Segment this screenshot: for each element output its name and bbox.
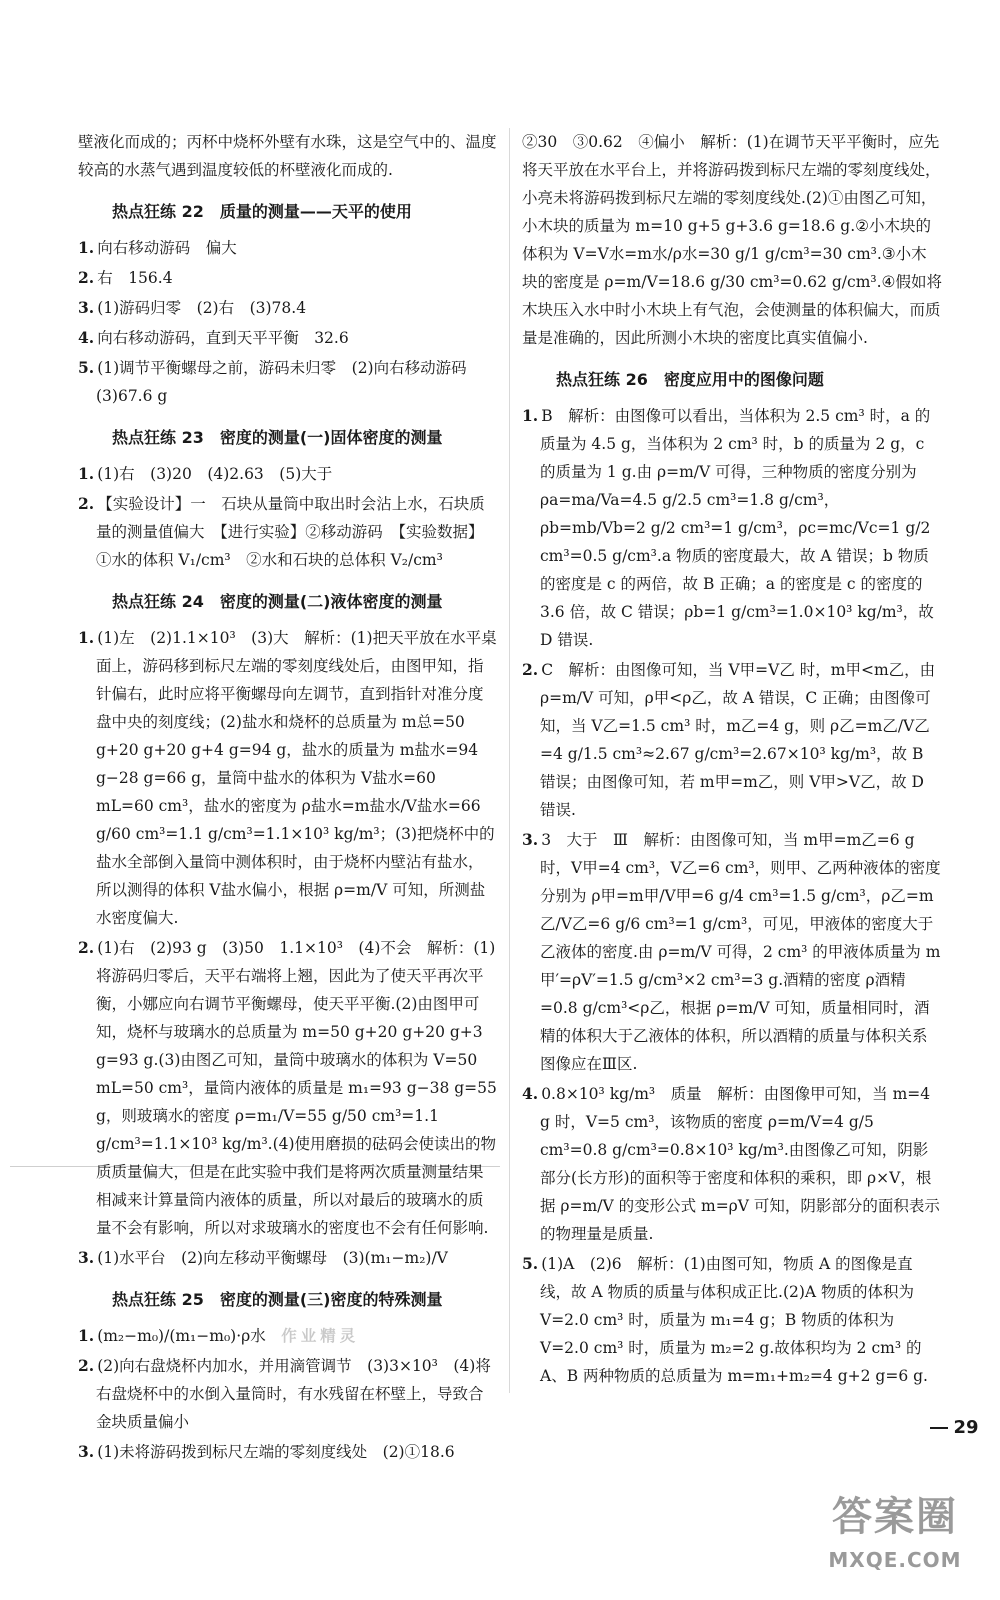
item-number: 4. xyxy=(522,1084,539,1103)
answer-item xyxy=(78,490,498,574)
column-divider xyxy=(509,128,510,1393)
answer-item xyxy=(78,1244,498,1272)
item-text: C 解析：由图像可知，当 V甲=V乙 时，m甲<m乙，由 ρ=m/V 可知，ρ甲<ρ乙，故 A 错误，C 正确；由图像可知，当 V乙=1.5 cm³ 时，m乙=4 g，则 ρ乙=m乙/V乙=4 g/1.5 cm³≈2.67 g/cm³=2.67×10³ kg/m³，故 B 错误；由图像可知，若 m甲=m乙，则 V甲>V乙，故 D 错误. xyxy=(540,661,936,819)
item-text: B 解析：由图像可以看出，当体积为 2.5 cm³ 时，a 的质量为 4.5 g，当体积为 2 cm³ 时，b 的质量为 2 g，c 的质量为 1 g.由 ρ=m/V 可得，三种物质的密度分别为 ρa=ma/Va=4.5 g/2.5 cm³=1.8 g/cm³，ρb=mb/Vb=2 g/2 cm³=1 g/cm³，ρc=mc/Vc=1 g/2 cm³=0.5 g/cm³.a 物质的密度最大，故 A 错误；b 物质的密度是 c 的两倍，故 B 正确；a 的密度是 c 的密度的 3.6 倍，故 C 错误；ρb=1 g/cm³=1.0×10³ kg/m³，故 D 错误. xyxy=(540,407,934,649)
item-text: 0.8×10³ kg/m³ 质量 解析：由图像甲可知，当 m=4 g 时，V=5 cm³，该物质的密度 ρ=m/V=4 g/5 cm³=0.8 g/cm³=0.8×10³ kg/m³.由图像乙可知，阴影部分(长方形)的面积等于密度和体积的乘积，即 ρ×V，根据 ρ=m/V 的变形公式 m=ρV 可知，阴影部分的面积表示的物理量是质量. xyxy=(540,1085,940,1243)
answer-item xyxy=(78,294,498,322)
item-text: 【实验设计】一 石块从量筒中取出时会沾上水，石块质量的测量值偏大 【进行实验】②移动游码 【实验数据】①水的体积 V₁/cm³ ②水和石块的总体积 V₂/cm³ xyxy=(96,495,485,569)
answer-item xyxy=(78,624,498,932)
item-text: 向右移动游码 偏大 xyxy=(97,239,237,257)
answer-item xyxy=(522,1250,942,1390)
item-text: (1)游码归零 (2)右 (3)78.4 xyxy=(97,299,307,317)
answer-item xyxy=(78,324,498,352)
answer-item xyxy=(78,934,498,1242)
answer-item xyxy=(78,234,498,262)
item-number: 1. xyxy=(78,464,95,483)
item-text: (1)未将游码拨到标尺左端的零刻度线处 (2)①18.6 xyxy=(97,1443,455,1461)
right-column xyxy=(522,128,942,1392)
item-text: 向右移动游码，直到天平平衡 32.6 xyxy=(97,329,349,347)
item-text: 3 大于 Ⅲ 解析：由图像可知，当 m甲=m乙=6 g 时，V甲=4 cm³，V乙=6 cm³，则甲、乙两种液体的密度分别为 ρ甲=m甲/V甲=6 g/4 cm³=1.5 g/cm³，ρ乙=m乙/V乙=6 g/6 cm³=1 g/cm³，可见，甲液体的密度大于乙液体的密度.由 ρ=m/V 可得，2 cm³ 的甲液体质量为 m甲′=ρV′=1.5 g/cm³×2 cm³=3 g.酒精的密度 ρ酒精=0.8 g/cm³<ρ乙，根据 ρ=m/V 可知，质量相同时，酒精的体积大于乙液体的体积，所以酒精的质量与体积关系图像应在Ⅲ区. xyxy=(540,831,941,1073)
left-intro-text: 壁液化而成的；丙杯中烧杯外壁有水珠，这是空气中的、温度较高的水蒸气遇到温度较低的杯壁液化而成的. xyxy=(78,133,497,179)
item-text: (2)向右盘烧杯内加水，并用滴管调节 (3)3×10³ (4)将右盘烧杯中的水倒入量筒时，有水残留在杯壁上，导致合金块质量偏小 xyxy=(96,1357,491,1431)
watermark-title: 答案圈 xyxy=(832,1494,958,1540)
item-text: 右 156.4 xyxy=(97,269,173,287)
answer-item xyxy=(78,1352,498,1436)
watermark-url: MXQE.COM xyxy=(828,1548,962,1572)
section-22 xyxy=(78,198,498,410)
answer-item xyxy=(78,264,498,292)
section-25 xyxy=(78,1286,498,1466)
answer-item xyxy=(522,1080,942,1248)
item-text: (1)A (2)6 解析：(1)由图可知，物质 A 的图像是直线，故 A 物质的质量与体积成正比.(2)A 物质的体积为 V=2.0 cm³ 时，质量为 m₁=4 g；B 物质的体积为 V=2.0 cm³ 时，质量为 m₂=2 g.故体积均为 2 cm³ 的 A、B 两种物质的总质量为 m=m₁+m₂=4 g+2 g=6 g. xyxy=(540,1255,928,1385)
item-number: 4. xyxy=(78,328,95,347)
item-number: 3. xyxy=(78,1442,95,1461)
item-number: 3. xyxy=(522,830,539,849)
site-watermark xyxy=(810,1488,980,1588)
answer-item xyxy=(522,656,942,824)
answer-item xyxy=(78,354,498,410)
answer-item xyxy=(78,460,498,488)
item-number: 1. xyxy=(522,406,539,425)
item-number: 2. xyxy=(522,660,539,679)
item-number: 2. xyxy=(78,268,95,287)
section-title: 热点狂练 26 密度应用中的图像问题 xyxy=(556,370,824,389)
item-text: (1)右 (2)93 g (3)50 1.1×10³ (4)不会 解析：(1)将游码归零后，天平右端将上翘，因此为了使天平再次平衡，小娜应向右调节平衡螺母，使天平平衡.(2)由图甲可知，烧杯与玻璃水的总质量为 m=50 g+20 g+20 g+3 g=93 g.(3)由图乙可知，量筒中玻璃水的体积为 V=50 mL=50 cm³，量筒内液体的质量是 m₁=93 g−38 g=55 g，则玻璃水的密度 ρ=m₁/V=55 g/50 cm³=1.1 g/cm³=1.1×10³ kg/m³.(4)使用磨损的砝码会使读出的物质质量偏大，但是在此实验中我们是将两次质量测量结果相减来计算量筒内液体的质量，所以对最后的玻璃水的质量不会有影响，所以对求玻璃水的密度也不会有任何影响. xyxy=(96,939,497,1237)
item-text: (1)右 (3)20 (4)2.63 (5)大于 xyxy=(97,465,333,483)
right-intro-text: ②30 ③0.62 ④偏小 解析：(1)在调节天平平衡时，应先将天平放在水平台上，并将游码拨到标尺左端的零刻度线处，小亮未将游码拨到标尺左端的零刻度线处.(2)①由图乙可知，小木块的质量为 m=10 g+5 g+3.6 g=18.6 g.②小木块的体积为 V=V水=m水/ρ水=30 g/1 g/cm³=30 cm³.③小木块的密度是 ρ=m/V=18.6 g/30 cm³=0.62 g/cm³.④假如将木块压入水中时小木块上有气泡，会使测量的体积偏大，而质量是准确的，因此所测小木块的密度比真实值偏小. xyxy=(522,133,942,347)
item-number: 1. xyxy=(78,628,95,647)
faded-watermark-text: 作业精灵 xyxy=(281,1326,360,1345)
item-text: (1)调节平衡螺母之前，游码未归零 (2)向右移动游码 (3)67.6 g xyxy=(96,359,483,405)
item-number: 2. xyxy=(78,494,95,513)
section-title: 热点狂练 23 密度的测量(一)固体密度的测量 xyxy=(112,428,443,447)
answer-item xyxy=(522,402,942,654)
section-26 xyxy=(522,366,942,1390)
item-text: (1)水平台 (2)向左移动平衡螺母 (3)(m₁−m₂)/V xyxy=(97,1249,448,1267)
section-title: 热点狂练 22 质量的测量——天平的使用 xyxy=(112,202,412,221)
item-text: (1)左 (2)1.1×10³ (3)大 解析：(1)把天平放在水平桌面上，游码移到标尺左端的零刻度线处后，由图甲知，指针偏右，此时应将平衡螺母向左调节，直到指针对准分度盘中央的刻度线；(2)盐水和烧杯的总质量为 m总=50 g+20 g+20 g+4 g=94 g，盐水的质量为 m盐水=94 g−28 g=66 g，量筒中盐水的体积为 V盐水=60 mL=60 cm³，盐水的密度为 ρ盐水=m盐水/V盐水=66 g/60 cm³=1.1 g/cm³=1.1×10³ kg/m³；(3)把烧杯中的盐水全部倒入量筒中测体积时，由于烧杯内壁沾有盐水，所以测得的体积 V盐水偏小，根据 ρ=m/V 可知，所测盐水密度偏大. xyxy=(96,629,497,927)
item-number: 5. xyxy=(78,358,95,377)
item-text: (m₂−m₀)/(m₁−m₀)·ρ水 xyxy=(97,1327,266,1345)
item-number: 3. xyxy=(78,1248,95,1267)
section-23 xyxy=(78,424,498,574)
section-24 xyxy=(78,588,498,1272)
answer-item xyxy=(78,1438,498,1466)
item-number: 2. xyxy=(78,1356,95,1375)
item-number: 1. xyxy=(78,238,95,257)
item-number: 2. xyxy=(78,938,95,957)
item-number: 1. xyxy=(78,1326,95,1345)
item-number: 5. xyxy=(522,1254,539,1273)
section-title: 热点狂练 25 密度的测量(三)密度的特殊测量 xyxy=(112,1290,443,1309)
answer-item xyxy=(522,826,942,1078)
section-title: 热点狂练 24 密度的测量(二)液体密度的测量 xyxy=(112,592,443,611)
item-number: 3. xyxy=(78,298,95,317)
left-column xyxy=(78,128,498,1468)
answer-item xyxy=(78,1322,498,1350)
page-number: 29 xyxy=(953,1417,979,1438)
